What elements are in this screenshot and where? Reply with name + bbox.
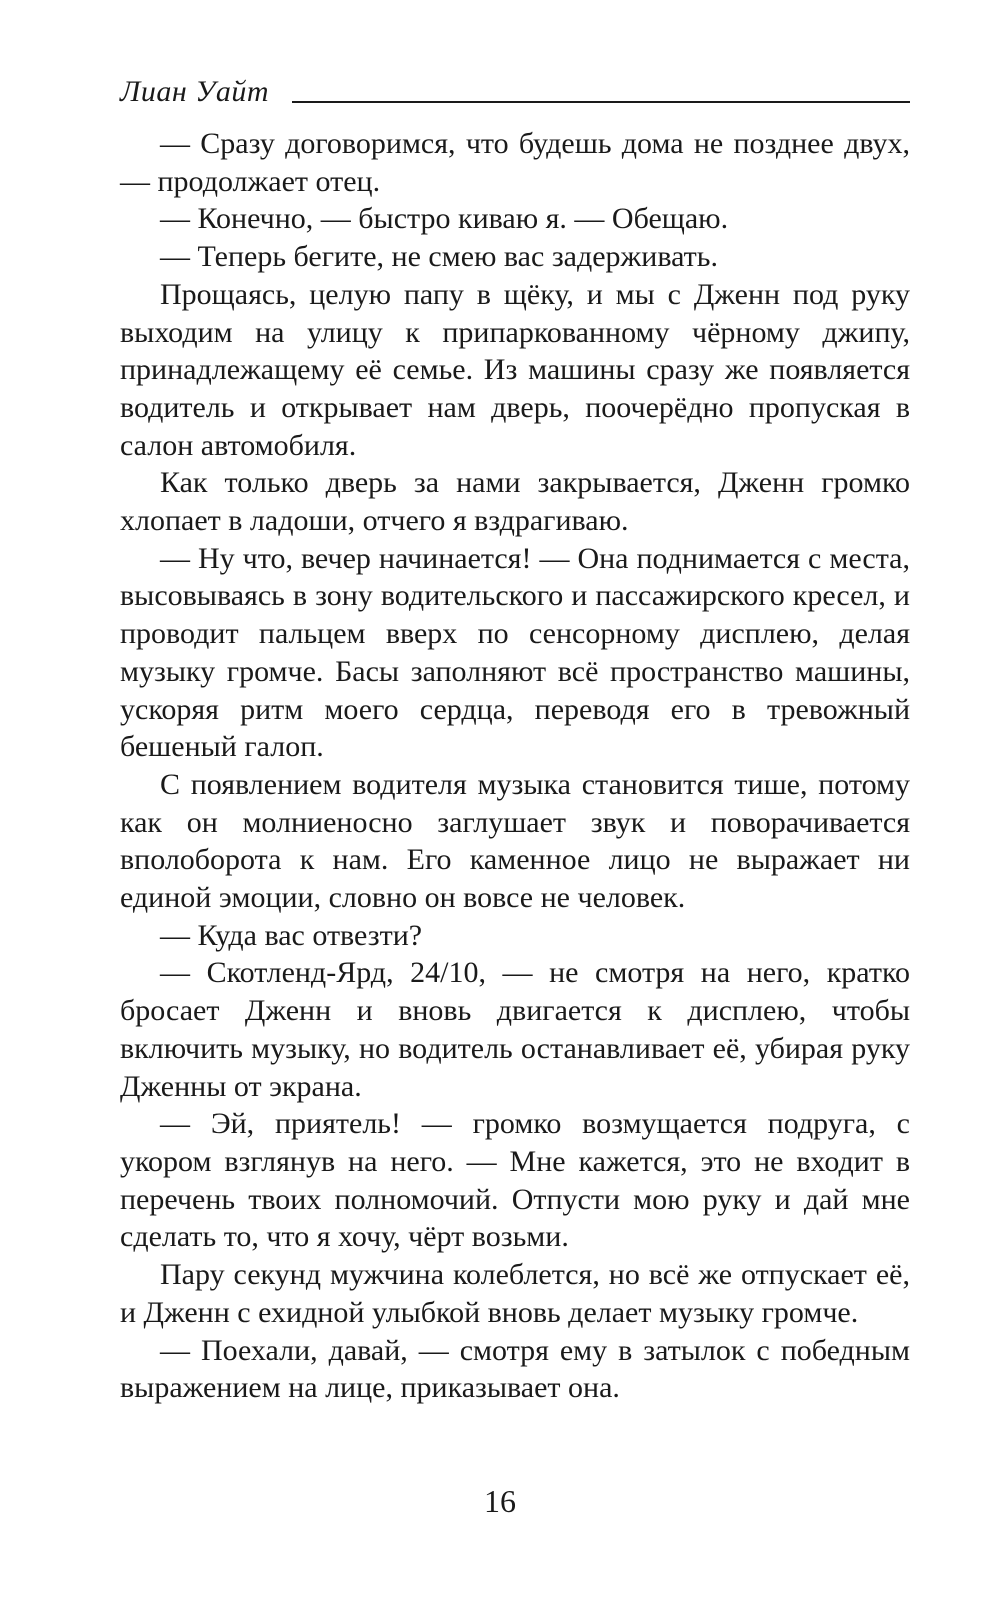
paragraph: Прощаясь, целую папу в щёку, и мы с Дженн под руку выходим на улицу к припаркованному чёрному джипу, принадлежащему её семье. Из машины сразу же появляется водитель и открывает нам дверь, поочерёдно пропуская в салон автомобиля.: [120, 277, 910, 462]
page-number: 16: [484, 1483, 516, 1519]
paragraph: — Конечно, — быстро киваю я. — Обещаю.: [160, 202, 729, 236]
body-text: [120, 125, 910, 1407]
paragraph: С появлением водителя музыка становится тише, потому как он молниеносно заглушает звук и поворачивается вполоборота к нам. Его каменное лицо не выражает ни единой эмоции, словно он вовсе не человек.: [120, 767, 910, 915]
paragraph: — Ну что, вечер начинается! — Она поднимается с места, высовываясь в зону водительского и пассажирского кресел, и проводит пальцем вверх по сенсорному дисплею, делая музыку громче. Басы заполняют всё пространство машины, ускоряя ритм моего сердца, переводя его в тревожный бешеный галоп.: [120, 541, 910, 764]
paragraph: — Куда вас отвезти?: [160, 918, 423, 952]
header-rule: [292, 101, 910, 103]
paragraph: — Эй, приятель! — громко возмущается подруга, с укором взглянув на него. — Мне кажется, это не входит в перечень твоих полномочий. Отпусти мою руку и дай мне сделать то, что я хочу, чёрт возьми.: [120, 1107, 910, 1254]
paragraph: — Поехали, давай, — смотря ему в затылок с победным выражением на лице, приказывает она.: [120, 1333, 910, 1405]
paragraph: — Сразу договоримся, что будешь дома не позднее двух, — продолжает отец.: [120, 127, 910, 198]
paragraph: Как только дверь за нами закрывается, Дженн громко хлопает в ладоши, отчего я вздрагиваю.: [120, 466, 910, 538]
paragraph: — Скотленд-Ярд, 24/10, — не смотря на него, кратко бросает Дженн и вновь двигается к дисплею, чтобы включить музыку, но водитель останавливает её, убирая руку Дженны от экрана.: [120, 956, 910, 1103]
running-head: [120, 72, 910, 112]
paragraph: Пару секунд мужчина колеблется, но всё же отпускает её, и Дженн с ехидной улыбкой вновь делает музыку громче.: [120, 1258, 910, 1329]
paragraph: — Теперь бегите, не смею вас задерживать.: [160, 240, 718, 274]
running-head-author: Лиан Уайт: [120, 75, 270, 108]
